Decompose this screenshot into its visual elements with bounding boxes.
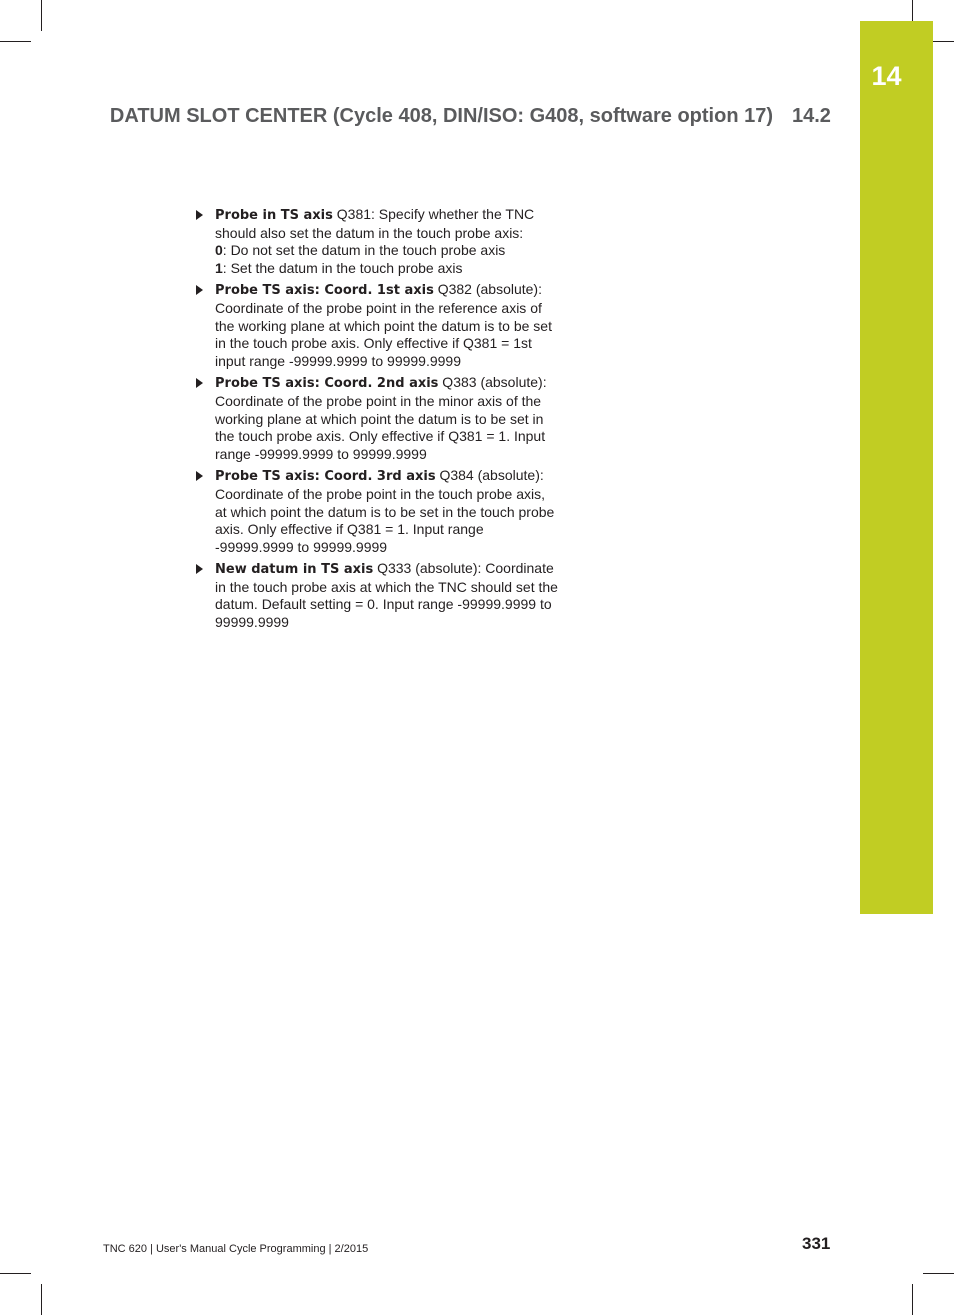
arrow-bullet-icon xyxy=(196,285,203,295)
crop-mark xyxy=(41,1284,42,1315)
parameter-term: New datum in TS axis xyxy=(215,562,374,578)
arrow-bullet-icon xyxy=(196,564,203,574)
parameter-list xyxy=(195,206,560,636)
parameter-description: Q383 (absolute): Coordinate of the probe point in the minor axis of the working plane at which point the datum is to be set in the touch probe axis. Only effective if Q381 = 1. Input range -99999.9999 to 99999.9999 xyxy=(215,374,547,462)
parameter-term: Probe in TS axis xyxy=(215,208,333,223)
crop-mark xyxy=(912,1284,913,1315)
arrow-bullet-icon xyxy=(196,210,203,220)
section-number: 14.2 xyxy=(792,105,831,127)
crop-mark xyxy=(923,1273,954,1274)
list-item xyxy=(195,374,560,463)
option-line xyxy=(215,242,560,260)
parameter-term: Probe TS axis: Coord. 2nd axis xyxy=(215,376,439,392)
chapter-tab xyxy=(860,21,933,914)
option-line xyxy=(215,260,560,278)
parameter-description: Q382 (absolute): Coordinate of the probe point in the reference axis of the working plane at which point the datum is to be set in the touch probe axis. Only effective if Q381 = 1st input range -99999.9999 to 99999.9999 xyxy=(215,281,552,369)
parameter-description: Q384 (absolute): Coordinate of the probe point in the touch probe axis, at which point the datum is to be set in the touch probe axis. Only effective if Q381 = 1. Input range -99999.9999 to 99999.9999 xyxy=(215,467,555,555)
list-item xyxy=(195,206,560,277)
arrow-bullet-icon xyxy=(196,378,203,388)
crop-mark xyxy=(0,1273,31,1274)
chapter-number: 14 xyxy=(871,61,902,91)
parameter-term: Probe TS axis: Coord. 3rd axis xyxy=(215,469,436,485)
list-item xyxy=(195,467,560,556)
footer-text: TNC 620 | User's Manual Cycle Programming | 2/2015 xyxy=(103,1243,369,1255)
list-item xyxy=(195,281,560,370)
option-key: 1 xyxy=(215,259,223,276)
parameter-description: Q381: Specify whether the TNC should also set the datum in the touch probe axis: xyxy=(215,206,535,241)
crop-mark xyxy=(0,41,31,42)
page-header-title: DATUM SLOT CENTER (Cycle 408, DIN/ISO: G408, software option 17) xyxy=(109,105,773,127)
parameter-term: Probe TS axis: Coord. 1st axis xyxy=(215,283,434,299)
list-item xyxy=(195,560,560,631)
option-text: : Do not set the datum in the touch probe axis xyxy=(222,242,506,259)
page-number: 331 xyxy=(802,1234,831,1253)
option-key: 0 xyxy=(215,242,223,259)
parameter-description: Q333 (absolute): Coordinate in the touch probe axis at which the TNC should set the datum. Default setting = 0. Input range -99999.9999 to 99999.9999 xyxy=(215,560,558,631)
arrow-bullet-icon xyxy=(196,471,203,481)
option-text: : Set the datum in the touch probe axis xyxy=(222,259,463,276)
crop-mark xyxy=(41,0,42,31)
